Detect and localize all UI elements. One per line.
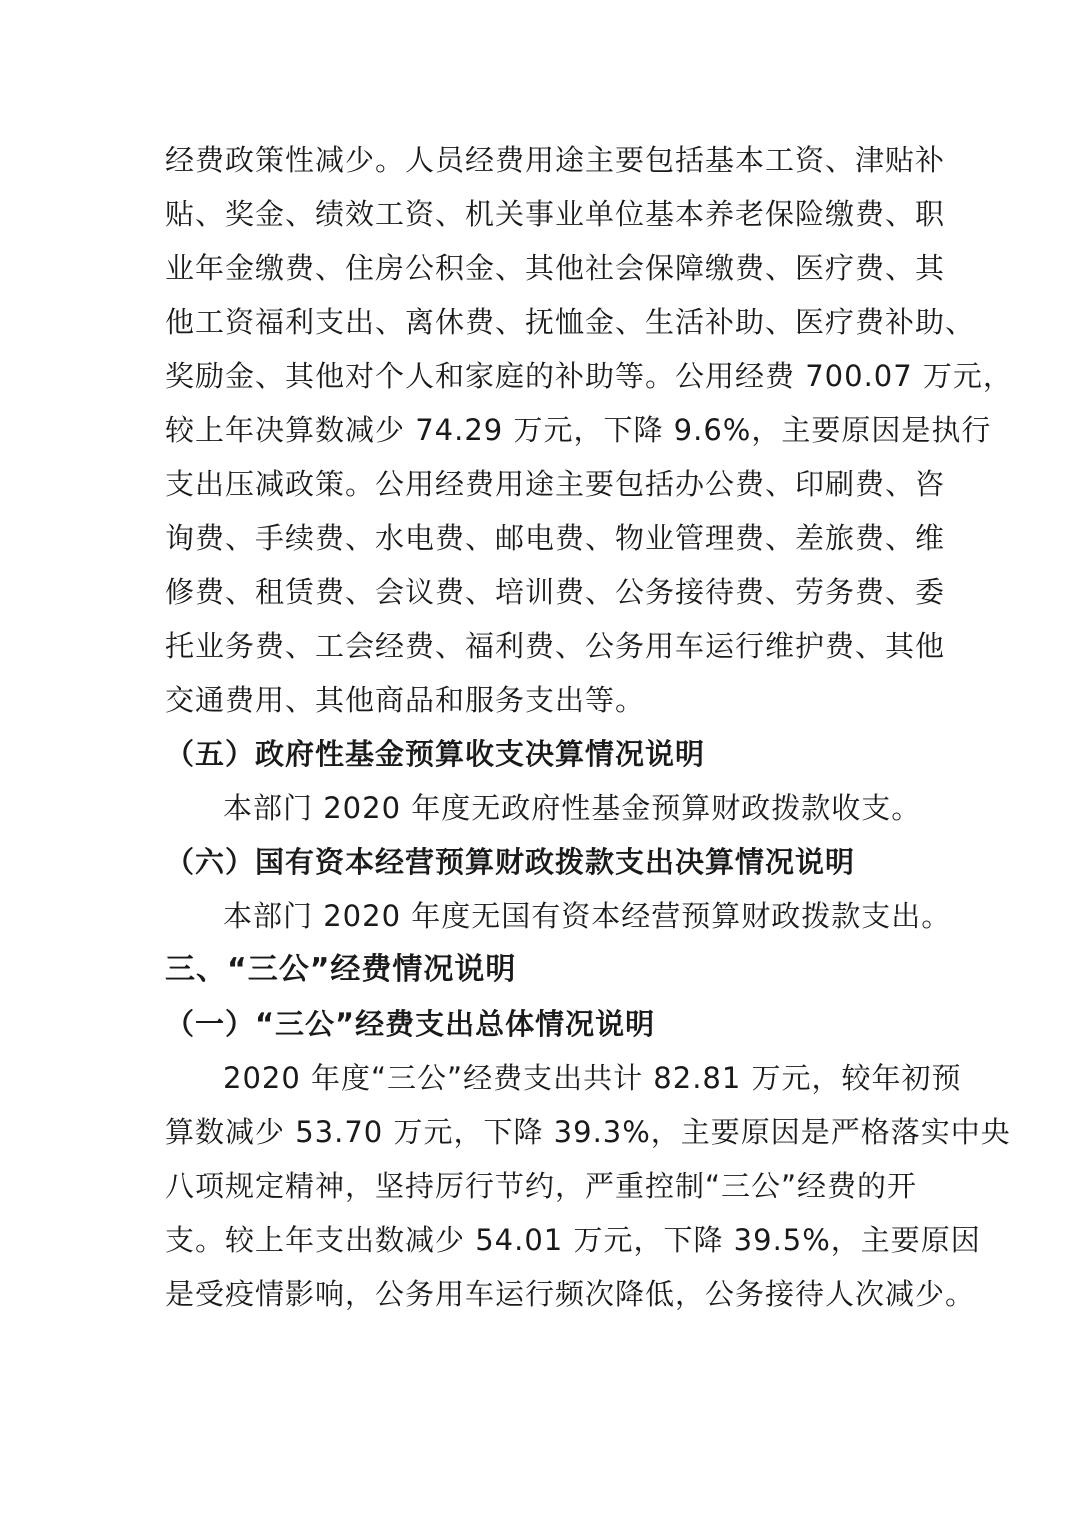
expense-paragraph <box>165 133 1013 727</box>
paragraph-line: 支出压减政策。公用经费用途主要包括办公费、印刷费、咨 <box>165 467 946 501</box>
section-5-body: 本部门 2020 年度无政府性基金预算财政拨款收支。 <box>223 791 922 825</box>
paragraph-line: 较上年决算数减少 74.29 万元，下降 9.6%，主要原因是执行 <box>165 413 992 447</box>
section-3-1-heading: （一）“三公”经费支出总体情况说明 <box>165 1007 656 1041</box>
paragraph-line: 交通费用、其他商品和服务支出等。 <box>165 683 646 717</box>
paragraph-line: 是受疫情影响，公务用车运行频次降低，公务接待人次减少。 <box>165 1277 976 1311</box>
paragraph-line: 经费政策性减少。人员经费用途主要包括基本工资、津贴补 <box>165 143 946 177</box>
paragraph-line: 修费、租赁费、会议费、培训费、公务接待费、劳务费、委 <box>165 575 946 609</box>
paragraph-line: 业年金缴费、住房公积金、其他社会保障缴费、医疗费、其 <box>165 251 946 285</box>
paragraph-line: 贴、奖金、绩效工资、机关事业单位基本养老保险缴费、职 <box>165 197 946 231</box>
paragraph-line: 算数减少 53.70 万元，下降 39.3%，主要原因是严格落实中央 <box>165 1115 1011 1149</box>
section-5-heading: （五）政府性基金预算收支决算情况说明 <box>165 737 706 771</box>
part-3-heading: 三、“三公”经费情况说明 <box>165 952 517 987</box>
paragraph-line: 他工资福利支出、离休费、抚恤金、生活补助、医疗费补助、 <box>165 305 976 339</box>
section-6-heading: （六）国有资本经营预算财政拨款支出决算情况说明 <box>165 845 856 879</box>
paragraph-line: 奖励金、其他对个人和家庭的补助等。公用经费 700.07 万元， <box>165 359 1013 393</box>
three-public-expense-paragraph <box>165 1051 1011 1321</box>
paragraph-line: 询费、手续费、水电费、邮电费、物业管理费、差旅费、维 <box>165 521 946 555</box>
document-page <box>165 133 1013 1321</box>
paragraph-line: 支。较上年支出数减少 54.01 万元，下降 39.5%，主要原因 <box>165 1223 981 1257</box>
paragraph-line: 托业务费、工会经费、福利费、公务用车运行维护费、其他 <box>165 629 946 663</box>
paragraph-line: 八项规定精神，坚持厉行节约，严重控制“三公”经费的开 <box>165 1169 918 1203</box>
paragraph-line: 2020 年度“三公”经费支出共计 82.81 万元，较年初预 <box>223 1061 962 1095</box>
section-6-body: 本部门 2020 年度无国有资本经营预算财政拨款支出。 <box>223 899 952 933</box>
